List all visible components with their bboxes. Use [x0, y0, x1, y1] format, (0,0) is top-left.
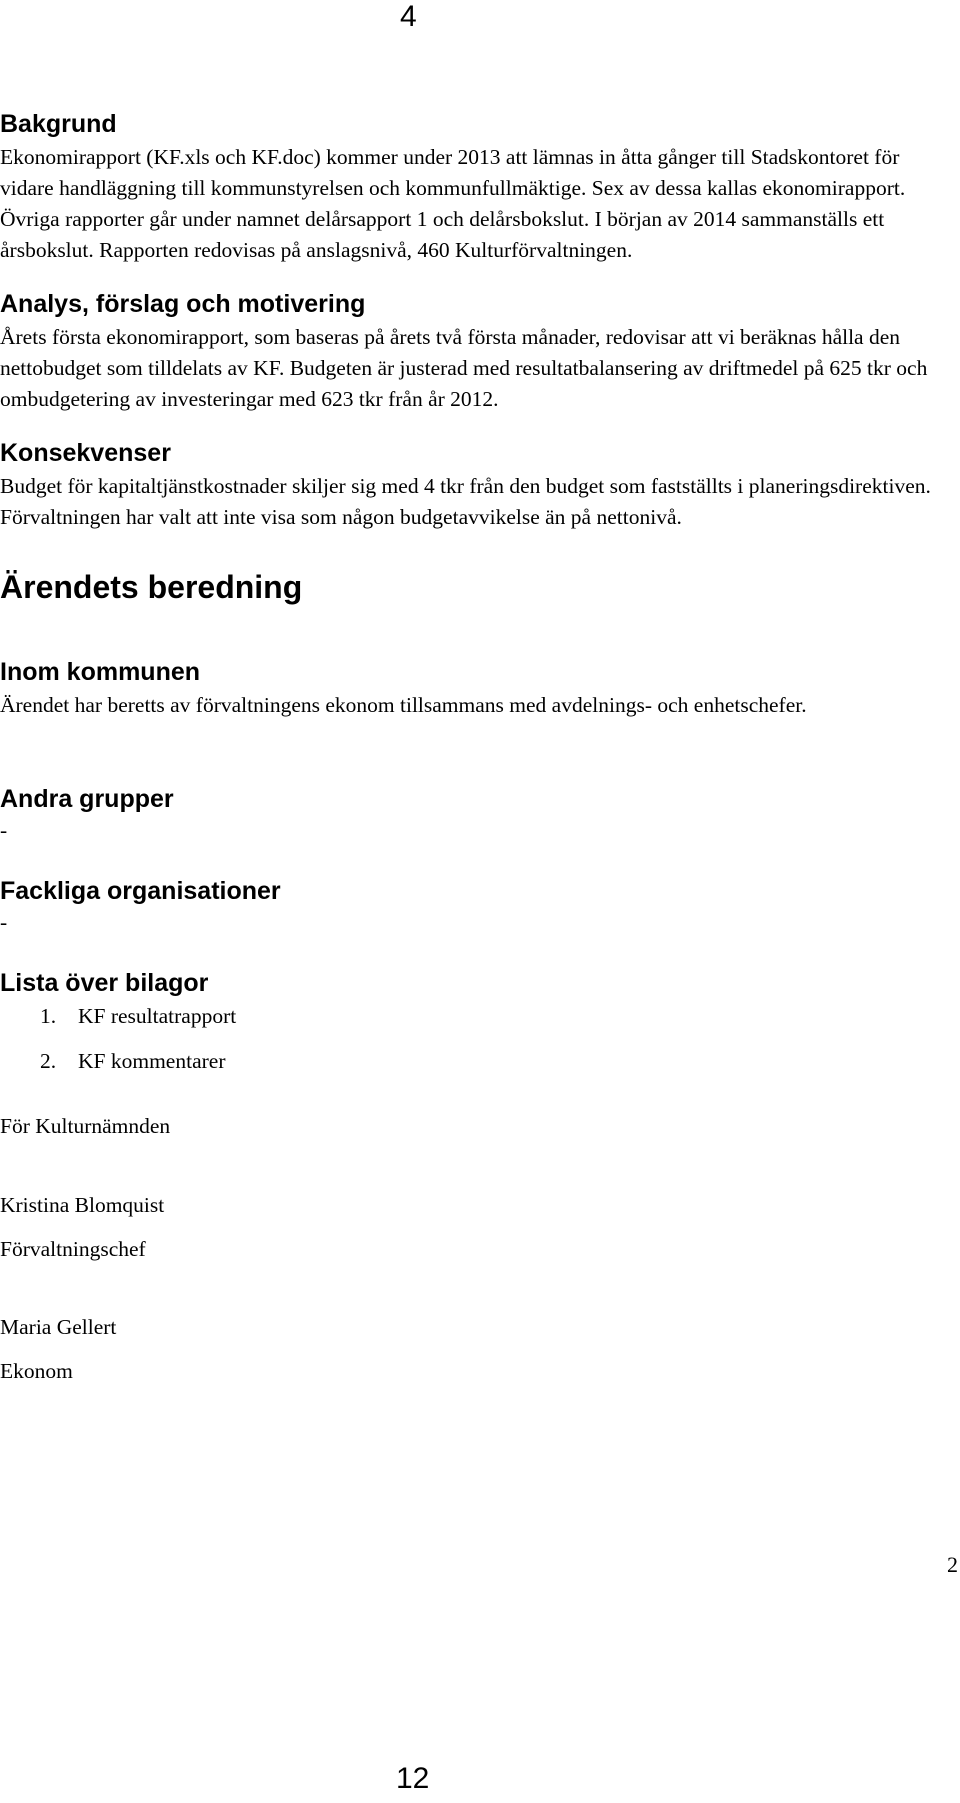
- signature-title-1: Förvaltningschef: [0, 1237, 146, 1261]
- list-item-number: 1.: [40, 1004, 57, 1028]
- page-number-top: 4: [400, 0, 417, 33]
- list-item: [40, 1001, 955, 1032]
- heading-arendets-beredning: Ärendets beredning: [0, 569, 303, 605]
- signature-title-2: Ekonom: [0, 1359, 73, 1383]
- signature-name-2: Maria Gellert: [0, 1315, 117, 1339]
- text-konsekvenser: Budget för kapitaltjänstkostnader skiljer sig med 4 tkr från den budget som fastställts i planeringsdirektiven. Förvaltningen har valt att inte visa som någon budgetavvikelse än på nettonivå.: [0, 474, 931, 529]
- page-number-bottom: 12: [396, 1762, 430, 1795]
- heading-bakgrund: Bakgrund: [0, 110, 117, 138]
- text-bakgrund: Ekonomirapport (KF.xls och KF.doc) kommer under 2013 att lämnas in åtta gånger till Stadskontoret för vidare handläggning till kommunstyrelsen och kommunfullmäktige. Sex av dessa kallas ekonomirapport. Övriga rapporter går under namnet delårsapport 1 och delårsbokslut. I början av 2014 sammanställs ett årsbokslut. Rapporten redovisas på anslagsnivå, 460 Kulturförvaltningen.: [0, 145, 906, 262]
- heading-fackliga-organisationer: Fackliga organisationer: [0, 877, 281, 905]
- text-fackliga-organisationer: -: [0, 910, 8, 934]
- page-number-right: 2: [947, 1552, 958, 1577]
- list-item-text: KF kommentarer: [78, 1049, 226, 1073]
- signature-name-1: Kristina Blomquist: [0, 1193, 165, 1217]
- signature-for-line: För Kulturnämnden: [0, 1114, 171, 1138]
- text-inom-kommunen: Ärendet har beretts av förvaltningens ekonom tillsammans med avdelnings- och enhetschefer.: [0, 693, 807, 717]
- list-item-text: KF resultatrapport: [78, 1004, 237, 1028]
- list-item: [40, 1046, 955, 1077]
- document-body: [0, 108, 955, 1387]
- heading-inom-kommunen: Inom kommunen: [0, 658, 201, 686]
- heading-lista-over-bilagor: Lista över bilagor: [0, 969, 209, 997]
- text-analys: Årets första ekonomirapport, som baseras på årets två första månader, redovisar att vi beräknas hålla den nettobudget som tilldelats av KF. Budgeten är justerad med resultatbalansering av driftmedel på 625 tkr och ombudgetering av investeringar med 623 tkr från år 2012.: [0, 325, 928, 411]
- heading-andra-grupper: Andra grupper: [0, 785, 174, 813]
- list-item-number: 2.: [40, 1049, 57, 1073]
- attachment-list: [0, 1001, 955, 1077]
- text-andra-grupper: -: [0, 818, 8, 842]
- heading-analys: Analys, förslag och motivering: [0, 290, 366, 318]
- heading-konsekvenser: Konsekvenser: [0, 439, 171, 467]
